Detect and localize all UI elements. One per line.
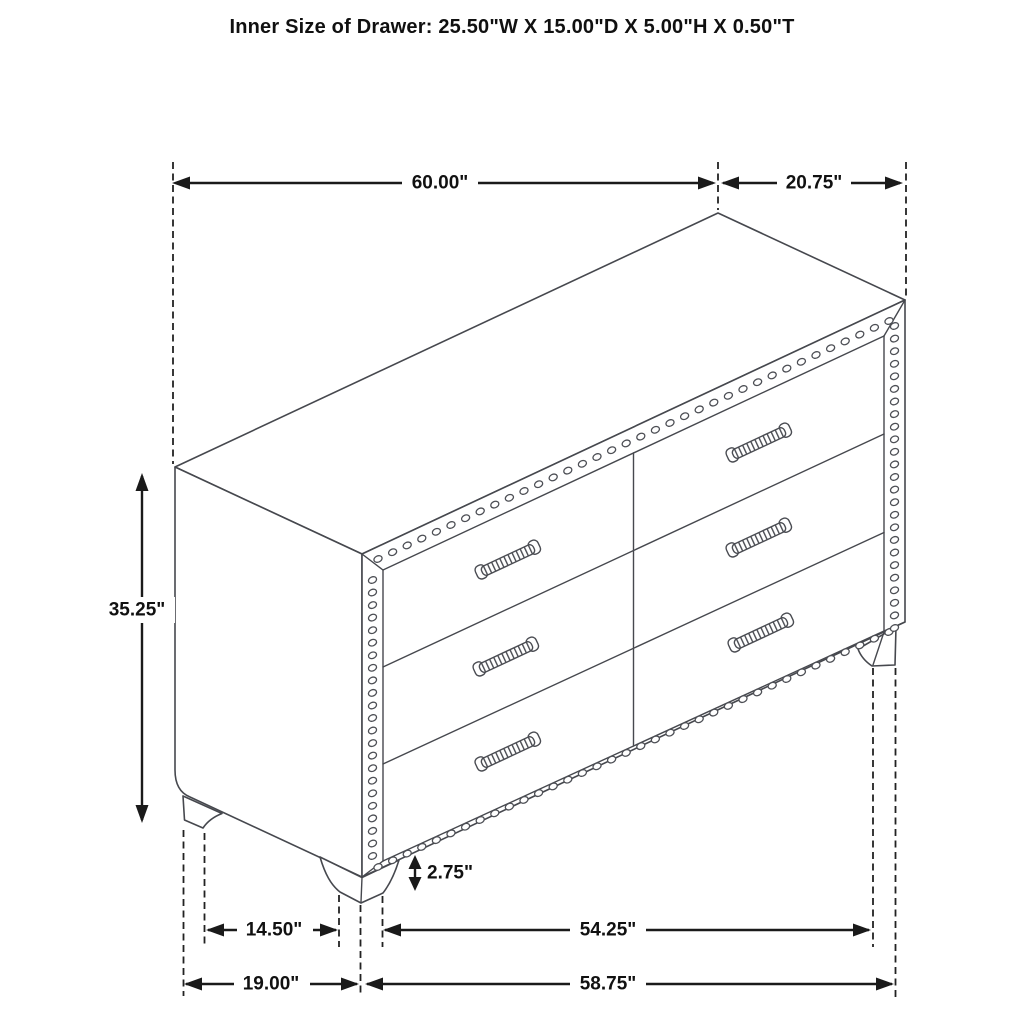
dresser [175, 213, 905, 903]
arrowhead-up [136, 473, 149, 491]
dim-label-front-leg-clearance: 54.25" [579, 919, 637, 941]
arrowhead-left [184, 978, 202, 991]
dim-label-top-width: 60.00" [411, 172, 469, 194]
dim-overall-height [99, 473, 175, 823]
arrowhead-left [206, 924, 224, 937]
dim-label-floor-depth: 19.00" [242, 973, 300, 995]
dim-leg-height [409, 855, 474, 891]
arrowhead-left [365, 978, 383, 991]
arrowhead-up [409, 855, 422, 869]
dim-label-leg-height: 2.75" [427, 862, 473, 884]
arrowhead-down [409, 877, 422, 891]
arrowhead-right [853, 924, 871, 937]
arrowhead-right [885, 177, 903, 190]
dim-front-leg-clearance [383, 917, 871, 943]
dim-label-overall-height: 35.25" [108, 599, 166, 621]
page-title: Inner Size of Drawer: 25.50"W X 15.00"D X 5.00"H X 0.50"T [229, 16, 795, 38]
dim-floor-depth [184, 971, 359, 997]
arrowhead-down [136, 805, 149, 823]
arrowhead-right [341, 978, 359, 991]
dim-floor-width [365, 971, 894, 997]
dim-label-top-depth: 20.75" [785, 172, 843, 194]
arrowhead-left [172, 177, 190, 190]
dim-top-depth [721, 170, 903, 196]
arrowhead-left [383, 924, 401, 937]
arrowhead-left [721, 177, 739, 190]
arrowhead-right [698, 177, 716, 190]
dim-side-leg-clearance [206, 917, 338, 943]
arrowhead-right [876, 978, 894, 991]
dim-label-floor-width: 58.75" [579, 973, 637, 995]
front-left-leg-edge [361, 878, 362, 903]
dim-label-side-leg-clearance: 14.50" [245, 919, 303, 941]
dim-top-width [172, 170, 716, 196]
arrowhead-right [320, 924, 338, 937]
